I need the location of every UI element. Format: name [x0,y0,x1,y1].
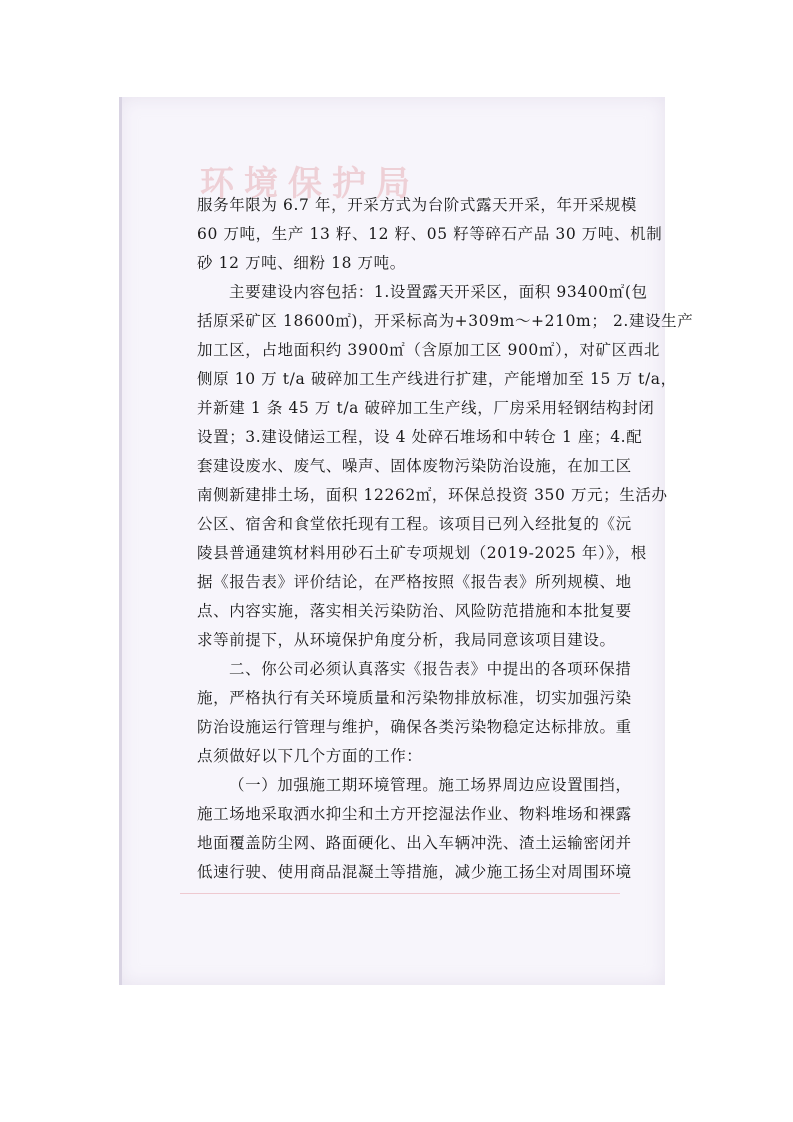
seal-faint-line [180,893,620,894]
document-line: 设置；3.建设储运工程，设 4 处碎石堆场和中转仓 1 座；4.配 [197,428,643,446]
document-line: 据《报告表》评价结论，在严格按照《报告表》所列规模、地 [197,573,632,591]
document-line: 套建设废水、废气、噪声、固体废物污染防治设施，在加工区 [197,457,632,475]
document-line: 施工场地采取洒水抑尘和土方开挖湿法作业、物料堆场和裸露 [197,805,632,823]
document-line: 防治设施运行管理与维护，确保各类污染物稳定达标排放。重 [197,718,632,736]
document-line: 砂 12 万吨、细粉 18 万吨。 [197,254,406,272]
page-edge-shadow [119,97,122,985]
seal-watermark: 环境保护局 [200,164,420,204]
document-line: 求等前提下，从环境保护角度分析，我局同意该项目建设。 [197,631,616,649]
document-line: 主要建设内容包括：1.设置露天开采区，面积 93400㎡(包 [229,283,648,301]
document-line: 侧原 10 万 t/a 破碎加工生产线进行扩建，产能增加至 15 万 t/a， [197,370,677,388]
document-line: 服务年限为 6.7 年，开采方式为台阶式露天开采，年开采规模 [197,196,638,214]
document-line: 低速行驶、使用商品混凝土等措施，减少施工扬尘对周围环境 [197,863,632,881]
document-line: 括原采矿区 18600㎡)，开采标高为+309m～+210m； 2.建设生产 [197,312,694,330]
document-line: 地面覆盖防尘网、路面硬化、出入车辆冲洗、渣土运输密闭并 [197,834,632,852]
document-line: 加工区，占地面积约 3900㎡（含原加工区 900㎡），对矿区西北 [197,341,660,359]
document-line: 并新建 1 条 45 万 t/a 破碎加工生产线，厂房采用轻钢结构封闭 [197,399,655,417]
document-line: 点须做好以下几个方面的工作： [197,747,423,765]
document-line: 二、你公司必须认真落实《报告表》中提出的各项环保措 [229,660,632,678]
document-line: 陵县普通建筑材料用砂石土矿专项规划（2019-2025 年）》，根 [197,544,647,562]
document-line: 施，严格执行有关环境质量和污染物排放标准，切实加强污染 [197,689,632,707]
document-line: （一）加强施工期环境管理。施工场界周边应设置围挡， [229,776,632,794]
document-line: 点、内容实施，落实相关污染防治、风险防范措施和本批复要 [197,602,632,620]
document-body [197,191,694,887]
document-line: 公区、宿舍和食堂依托现有工程。该项目已列入经批复的《沅 [197,515,632,533]
document-line: 60 万吨，生产 13 籽、12 籽、05 籽等碎石产品 30 万吨、机制 [197,225,663,243]
document-line: 南侧新建排土场，面积 12262㎡，环保总投资 350 万元；生活办 [197,486,668,504]
